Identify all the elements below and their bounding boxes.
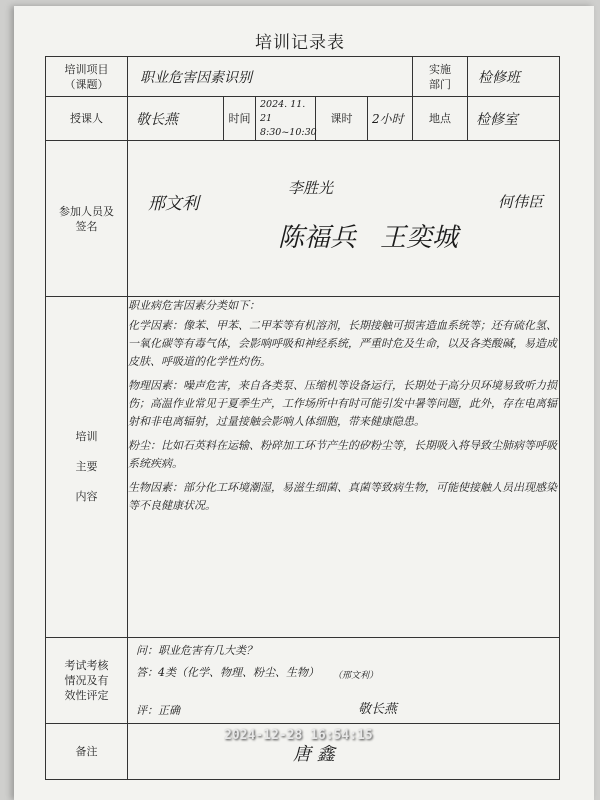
row-participants	[46, 141, 560, 297]
signature: 陈福兵	[278, 223, 357, 253]
content-label-1: 培训	[75, 430, 98, 443]
content-label	[46, 297, 128, 638]
training-record-table	[45, 56, 560, 780]
exam-signer: 敬长燕	[358, 702, 398, 717]
exam-answer-mark: （邢文利）	[333, 671, 379, 681]
content-heading: 职业病危害因素分类如下：	[128, 299, 260, 312]
participants-label: 参加人员及 签名	[46, 141, 128, 297]
exam-label: 考试考核 情况及有 效性评定	[46, 638, 128, 724]
hours-value: 2小时	[372, 112, 404, 126]
place-value: 检修室	[476, 111, 519, 128]
dept-value: 检修班	[478, 69, 521, 86]
content-body	[128, 297, 560, 638]
row-exam	[46, 638, 560, 724]
signature: 李胜光	[288, 179, 334, 197]
remarks-label: 备注	[46, 724, 128, 780]
project-value: 职业危害因素识别	[140, 69, 252, 86]
time-value-cell	[256, 97, 316, 141]
exam-answer: 答：4类（化学、物理、粉尘、生物）	[136, 666, 319, 679]
photo-timestamp: 2024-12-28 16:54:15	[224, 728, 373, 743]
hours-value-cell	[368, 97, 413, 141]
row-project	[46, 57, 560, 97]
dept-label: 实施 部门	[413, 57, 468, 97]
instructor-value: 敬长燕	[136, 111, 178, 128]
content-paragraph: 化学因素：像苯、甲苯、二甲苯等有机溶剂，长期接触可损害造血系统等；还有硫化氢、一氧化碳等有毒气体，会影响呼吸和神经系统，严重时危及生命，以及各类酸碱，易造成皮肤、呼吸道的化学性灼伤。	[128, 319, 557, 368]
signature: 何伟臣	[498, 193, 544, 211]
hours-label: 课时	[316, 97, 368, 141]
instructor-label: 授课人	[46, 97, 128, 141]
form-title: 培训记录表	[255, 33, 345, 53]
time-label: 时间	[224, 97, 256, 141]
place-label: 地点	[413, 97, 468, 141]
signature: 邢文利	[148, 194, 199, 214]
exam-question: 问：职业危害有几大类？	[136, 644, 257, 657]
dept-value-cell	[468, 57, 560, 97]
instructor-value-cell	[128, 97, 224, 141]
participants-signatures	[128, 141, 560, 297]
row-instructor	[46, 97, 560, 141]
content-paragraph: 物理因素：噪声危害，来自各类泵、压缩机等设备运行，长期处于高分贝环境易致听力损伤；高温作业常见于夏季生产，工作场所中有时可能引发中暑等问题，此外，存在电离辐射和非电离辐射，过量接触会影响人体细胞，带来健康隐患。	[128, 379, 557, 428]
time-value-range: 8:30~10:30	[260, 126, 317, 138]
exam-content	[128, 638, 560, 724]
content-label-3: 内容	[75, 490, 98, 503]
content-label-2: 主要	[75, 460, 98, 473]
place-value-cell	[468, 97, 560, 141]
row-content	[46, 297, 560, 638]
remarks-signature: 唐 鑫	[293, 744, 335, 765]
signature: 王奕城	[380, 223, 459, 253]
project-label: 培训项目 （课题）	[46, 57, 128, 97]
time-value-date: 2024. 11. 21	[260, 98, 306, 124]
content-paragraph: 粉尘：比如石英料在运输、粉碎加工环节产生的矽粉尘等，长期吸入将导致尘肺病等呼吸系统疾病。	[128, 439, 557, 470]
exam-comment: 评：正确	[136, 704, 180, 717]
project-value-cell	[128, 57, 413, 97]
content-paragraph: 生物因素：部分化工环境潮湿，易滋生细菌、真菌等致病生物，可能使接触人员出现感染等不良健康状况。	[128, 481, 557, 512]
